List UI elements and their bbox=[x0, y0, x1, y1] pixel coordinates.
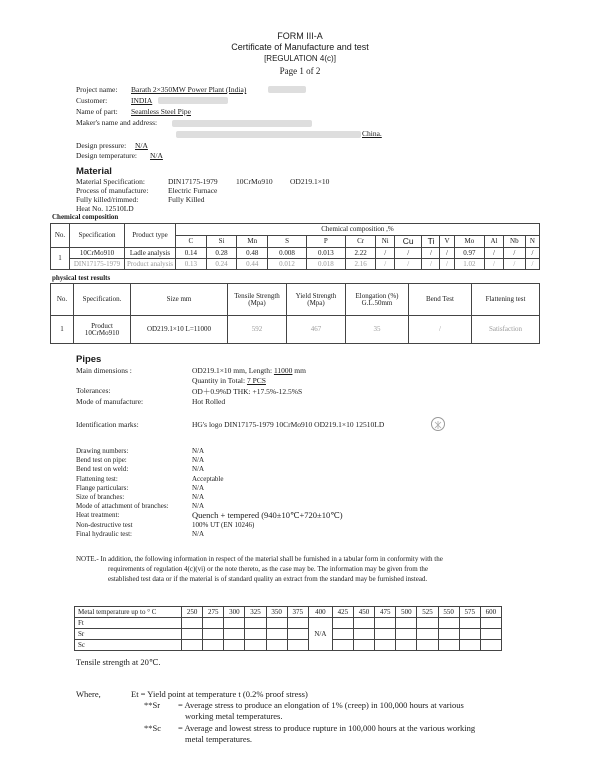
temp-empty-cell bbox=[459, 629, 480, 640]
temp-header-cell: 475 bbox=[375, 607, 396, 618]
tolerances-value: OD＋0.9%D THK: +17.5%-12.5%S bbox=[192, 387, 303, 396]
temp-empty-cell bbox=[266, 629, 287, 640]
temp-empty-cell bbox=[203, 640, 224, 651]
project-name-value: Barath 2×350MW Power Plant (India) bbox=[131, 85, 247, 94]
temp-header-cell: 400 bbox=[308, 607, 332, 618]
chem-value-cell: / bbox=[503, 248, 525, 259]
temperature-table bbox=[74, 606, 502, 651]
chem-row-spec: DIN17175-1979 bbox=[70, 259, 125, 270]
pipes-heading: Pipes bbox=[76, 354, 102, 365]
temp-empty-cell bbox=[396, 629, 417, 640]
detail-value: Quench + tempered (940±10℃+720±10℃) bbox=[192, 510, 343, 521]
material-spec-size: OD219.1×10 bbox=[290, 177, 330, 186]
temp-empty-cell bbox=[224, 618, 245, 629]
detail-value: N/A bbox=[192, 483, 205, 492]
sr-label: **Sr bbox=[144, 700, 161, 710]
temp-empty-cell bbox=[438, 629, 459, 640]
mode-label: Mode of manufacture: bbox=[76, 397, 144, 406]
chem-value-cell: / bbox=[376, 259, 395, 270]
chem-value-cell: 0.14 bbox=[176, 248, 207, 259]
phys-caption: physical test results bbox=[52, 274, 111, 282]
temp-empty-cell bbox=[375, 629, 396, 640]
material-spec-standard: DIN17175-1979 bbox=[168, 177, 218, 186]
chem-value-cell: / bbox=[440, 248, 454, 259]
maker-address-country: China. bbox=[362, 129, 382, 138]
sc-definition-2: metal temperatures. bbox=[185, 734, 253, 744]
chem-element-header: C bbox=[176, 236, 207, 248]
regulation-label: [REGULATION 4(c)] bbox=[264, 54, 336, 63]
page-number: Page 1 of 2 bbox=[279, 66, 321, 76]
temp-empty-cell bbox=[438, 640, 459, 651]
chem-value-cell: 0.008 bbox=[268, 248, 307, 259]
temp-empty-cell bbox=[459, 640, 480, 651]
chem-header-composition: Chemical composition ,% bbox=[176, 224, 540, 236]
chem-element-header: Nb bbox=[503, 236, 525, 248]
detail-label: Flange particulars: bbox=[76, 483, 129, 492]
chem-value-cell: 0.13 bbox=[176, 259, 207, 270]
process-label: Process of manufacture: bbox=[76, 186, 149, 195]
note-line-3: established test data or if the material is of standard quality an extract from the standard may be furnished instead. bbox=[108, 575, 428, 583]
chem-header-type: Product type bbox=[125, 224, 176, 248]
sr-definition-2: working metal temperatures. bbox=[185, 711, 283, 721]
detail-label: Drawing numbers: bbox=[76, 447, 129, 455]
chem-value-cell: 0.48 bbox=[237, 248, 268, 259]
temp-empty-cell bbox=[396, 640, 417, 651]
temp-empty-cell bbox=[417, 618, 438, 629]
phys-row-size: OD219.1×10 L=11000 bbox=[131, 316, 228, 344]
temp-empty-cell bbox=[182, 618, 203, 629]
detail-label: Mode of attachment of branches: bbox=[76, 502, 169, 511]
temp-header-cell: 250 bbox=[182, 607, 203, 618]
temp-row-label: Sr bbox=[75, 629, 182, 640]
identification-value: HG's logo DIN17175-1979 10CrMo910 OD219.1×10 12510LD bbox=[192, 420, 385, 429]
temp-empty-cell bbox=[417, 640, 438, 651]
chem-value-cell: 1.02 bbox=[454, 259, 485, 270]
temp-empty-cell bbox=[396, 618, 417, 629]
temp-empty-cell bbox=[245, 629, 266, 640]
phys-header-flattening: Flattening test bbox=[472, 284, 540, 316]
chem-element-header: Mn bbox=[237, 236, 268, 248]
part-name-value: Seamless Steel Pipe bbox=[131, 107, 191, 116]
temp-empty-cell bbox=[332, 640, 353, 651]
temp-header-cell: 450 bbox=[353, 607, 374, 618]
mode-value: Hot Rolled bbox=[192, 397, 226, 406]
detail-value: N/A bbox=[192, 456, 205, 465]
chem-value-cell: / bbox=[394, 248, 422, 259]
customer-label: Customer: bbox=[76, 96, 108, 105]
detail-label: Heat treatment: bbox=[76, 511, 120, 520]
sc-label: **Sc bbox=[144, 723, 161, 733]
temp-empty-cell bbox=[480, 640, 501, 651]
tensile-strength-note: Tensile strength at 20℃. bbox=[76, 657, 161, 667]
temp-header-label: Metal temperature up to ° C bbox=[75, 607, 182, 618]
chem-value-cell: / bbox=[525, 248, 539, 259]
temp-empty-cell bbox=[287, 618, 308, 629]
et-definition: Et = Yield point at temperature t (0.2% proof stress) bbox=[131, 689, 308, 699]
temp-empty-cell bbox=[353, 618, 374, 629]
temp-empty-cell bbox=[245, 618, 266, 629]
temp-empty-cell bbox=[480, 629, 501, 640]
quantity-line: Quantity in Total: 7 PCS bbox=[192, 376, 266, 385]
phys-row-elongation: 35 bbox=[346, 316, 409, 344]
chem-element-header: Al bbox=[485, 236, 504, 248]
temp-empty-cell bbox=[203, 618, 224, 629]
temp-empty-cell bbox=[332, 629, 353, 640]
chem-value-cell: 0.97 bbox=[454, 248, 485, 259]
phys-header-no: No. bbox=[51, 284, 74, 316]
temp-header-cell: 325 bbox=[245, 607, 266, 618]
note-line-1: NOTE.- In addition, the following information in respect of the material shall be furnished in a tabular form in conformity with the bbox=[76, 555, 443, 563]
temp-empty-cell bbox=[417, 629, 438, 640]
detail-value: N/A bbox=[192, 493, 205, 501]
chem-value-cell: / bbox=[485, 248, 504, 259]
maker-label: Maker's name and address: bbox=[76, 118, 158, 127]
chem-value-cell: / bbox=[525, 259, 539, 270]
temp-empty-cell bbox=[245, 640, 266, 651]
chem-table bbox=[50, 223, 540, 270]
main-dimensions-label: Main dimensions : bbox=[76, 366, 132, 375]
chem-element-header: P bbox=[306, 236, 345, 248]
chem-row-spec: 10CrMo910 bbox=[70, 248, 125, 259]
chem-value-cell: / bbox=[394, 259, 422, 270]
detail-label: Final hydraulic test: bbox=[76, 529, 132, 538]
redaction-mark bbox=[172, 120, 312, 127]
killed-label: Fully killed/rimmed: bbox=[76, 195, 139, 204]
design-temperature-value: N/A bbox=[150, 151, 163, 160]
material-spec-grade: 10CrMo910 bbox=[236, 177, 273, 186]
temp-header-cell: 425 bbox=[332, 607, 353, 618]
project-name-label: Project name: bbox=[76, 85, 118, 94]
temp-empty-cell bbox=[375, 618, 396, 629]
temp-empty-cell bbox=[287, 640, 308, 651]
phys-header-elongation: Elongation (%) G.L.50mm bbox=[346, 284, 409, 316]
phys-header-tensile: Tensile Strength (Mpa) bbox=[228, 284, 287, 316]
chem-element-header: Si bbox=[206, 236, 237, 248]
temp-empty-cell bbox=[332, 618, 353, 629]
chem-value-cell: 0.013 bbox=[306, 248, 345, 259]
detail-label: Bend test on pipe: bbox=[76, 456, 127, 465]
chem-element-header: Cu bbox=[394, 236, 422, 248]
chem-element-header: Ti bbox=[422, 236, 440, 248]
chem-value-cell: 0.44 bbox=[237, 259, 268, 270]
detail-value: 100% UT (EN 10246) bbox=[192, 520, 255, 529]
temp-empty-cell bbox=[266, 618, 287, 629]
temp-row-label: Ft bbox=[75, 618, 182, 629]
phys-row-yield: 467 bbox=[287, 316, 346, 344]
phys-row-flattening: Satisfaction bbox=[472, 316, 540, 344]
temp-header-cell: 500 bbox=[396, 607, 417, 618]
temp-row-label: Sc bbox=[75, 640, 182, 651]
phys-row-no: 1 bbox=[51, 316, 74, 344]
temp-header-cell: 350 bbox=[266, 607, 287, 618]
phys-header-bend: Bend Test bbox=[409, 284, 472, 316]
temp-empty-cell bbox=[266, 640, 287, 651]
where-label: Where, bbox=[76, 689, 101, 699]
material-heading: Material bbox=[76, 166, 112, 177]
chem-element-header: Ni bbox=[376, 236, 395, 248]
note-line-2: requirements of regulation 4(c)(vi) or the note thereto, as the case may be. The information may be given from the bbox=[108, 565, 429, 573]
page-title: Certificate of Manufacture and test bbox=[231, 42, 369, 52]
phys-row-tensile: 592 bbox=[228, 316, 287, 344]
chem-header-no: No. bbox=[51, 224, 70, 248]
temp-header-cell: 575 bbox=[459, 607, 480, 618]
chem-value-cell: 0.24 bbox=[206, 259, 237, 270]
temp-empty-cell bbox=[438, 618, 459, 629]
chem-header-spec: Specification bbox=[70, 224, 125, 248]
phys-row-spec: Product 10CrMo910 bbox=[74, 316, 131, 344]
chem-value-cell: 0.018 bbox=[306, 259, 345, 270]
main-dimensions-value: OD219.1×10 mm, Length: 11000 mm bbox=[192, 366, 306, 375]
design-pressure-label: Design pressure: bbox=[76, 141, 127, 150]
temp-na-cell: N/A bbox=[308, 618, 332, 651]
redaction-mark bbox=[176, 131, 361, 138]
phys-header-size: Size mm bbox=[131, 284, 228, 316]
chem-row-no: 1 bbox=[51, 248, 70, 270]
phys-row-bend: / bbox=[409, 316, 472, 344]
chem-value-cell: / bbox=[422, 259, 440, 270]
temp-empty-cell bbox=[203, 629, 224, 640]
temp-empty-cell bbox=[480, 618, 501, 629]
temp-header-cell: 550 bbox=[438, 607, 459, 618]
killed-value: Fully Killed bbox=[168, 195, 205, 204]
chem-element-header: S bbox=[268, 236, 307, 248]
temp-header-cell: 375 bbox=[287, 607, 308, 618]
design-temperature-label: Design temperature: bbox=[76, 151, 138, 160]
chem-element-header: V bbox=[440, 236, 454, 248]
temp-empty-cell bbox=[182, 640, 203, 651]
detail-value: Acceptable bbox=[192, 474, 224, 483]
identification-label: Identification marks: bbox=[76, 420, 139, 429]
chem-row-type: Product analysis bbox=[125, 259, 176, 270]
phys-table bbox=[50, 283, 540, 344]
chem-value-cell: / bbox=[422, 248, 440, 259]
chem-value-cell: / bbox=[485, 259, 504, 270]
temp-empty-cell bbox=[459, 618, 480, 629]
chem-caption: Chemical composition bbox=[52, 213, 119, 221]
chem-value-cell: / bbox=[503, 259, 525, 270]
chem-value-cell: 2.22 bbox=[345, 248, 376, 259]
chem-element-header: Mo bbox=[454, 236, 485, 248]
chem-value-cell: / bbox=[376, 248, 395, 259]
redaction-mark bbox=[268, 86, 306, 93]
chem-value-cell: 0.012 bbox=[268, 259, 307, 270]
chem-row-type: Ladle analysis bbox=[125, 248, 176, 259]
company-logo-icon bbox=[431, 417, 445, 431]
chem-element-header: N bbox=[525, 236, 539, 248]
temp-empty-cell bbox=[287, 629, 308, 640]
detail-label: Bend test on weld: bbox=[76, 465, 129, 474]
detail-value: N/A bbox=[192, 447, 205, 455]
chem-value-cell: / bbox=[440, 259, 454, 270]
detail-label: Size of branches: bbox=[76, 493, 125, 501]
form-number: FORM III-A bbox=[277, 31, 323, 41]
temp-header-cell: 275 bbox=[203, 607, 224, 618]
temp-header-cell: 600 bbox=[480, 607, 501, 618]
sr-definition-1: = Average stress to produce an elongation of 1% (creep) in 100,000 hours at various bbox=[178, 700, 464, 710]
phys-header-spec: Specification. bbox=[74, 284, 131, 316]
phys-header-yield: Yield Strength (Mpa) bbox=[287, 284, 346, 316]
temp-header-cell: 525 bbox=[417, 607, 438, 618]
detail-label: Non-destructive test bbox=[76, 520, 133, 529]
part-name-label: Name of part: bbox=[76, 107, 118, 116]
temp-empty-cell bbox=[375, 640, 396, 651]
redaction-mark bbox=[158, 97, 228, 104]
detail-value: N/A bbox=[192, 502, 205, 511]
temp-empty-cell bbox=[182, 629, 203, 640]
detail-value: N/A bbox=[192, 529, 205, 538]
temp-empty-cell bbox=[353, 640, 374, 651]
temp-empty-cell bbox=[224, 640, 245, 651]
detail-label: Flattening test: bbox=[76, 474, 118, 483]
heat-number: Heat No. 12510LD bbox=[76, 204, 134, 213]
design-pressure-value: N/A bbox=[135, 141, 148, 150]
chem-element-header: Cr bbox=[345, 236, 376, 248]
temp-header-cell: 300 bbox=[224, 607, 245, 618]
sc-definition-1: = Average and lowest stress to produce rupture in 100,000 hours at the various working bbox=[178, 723, 476, 733]
process-value: Electric Furnace bbox=[168, 186, 218, 195]
tolerances-label: Tolerances: bbox=[76, 386, 111, 395]
detail-value: N/A bbox=[192, 465, 205, 474]
temp-empty-cell bbox=[353, 629, 374, 640]
customer-value: INDIA bbox=[131, 96, 153, 105]
temp-empty-cell bbox=[224, 629, 245, 640]
chem-value-cell: 2.16 bbox=[345, 259, 376, 270]
chem-value-cell: 0.28 bbox=[206, 248, 237, 259]
material-spec-label: Material Specification: bbox=[76, 177, 145, 186]
